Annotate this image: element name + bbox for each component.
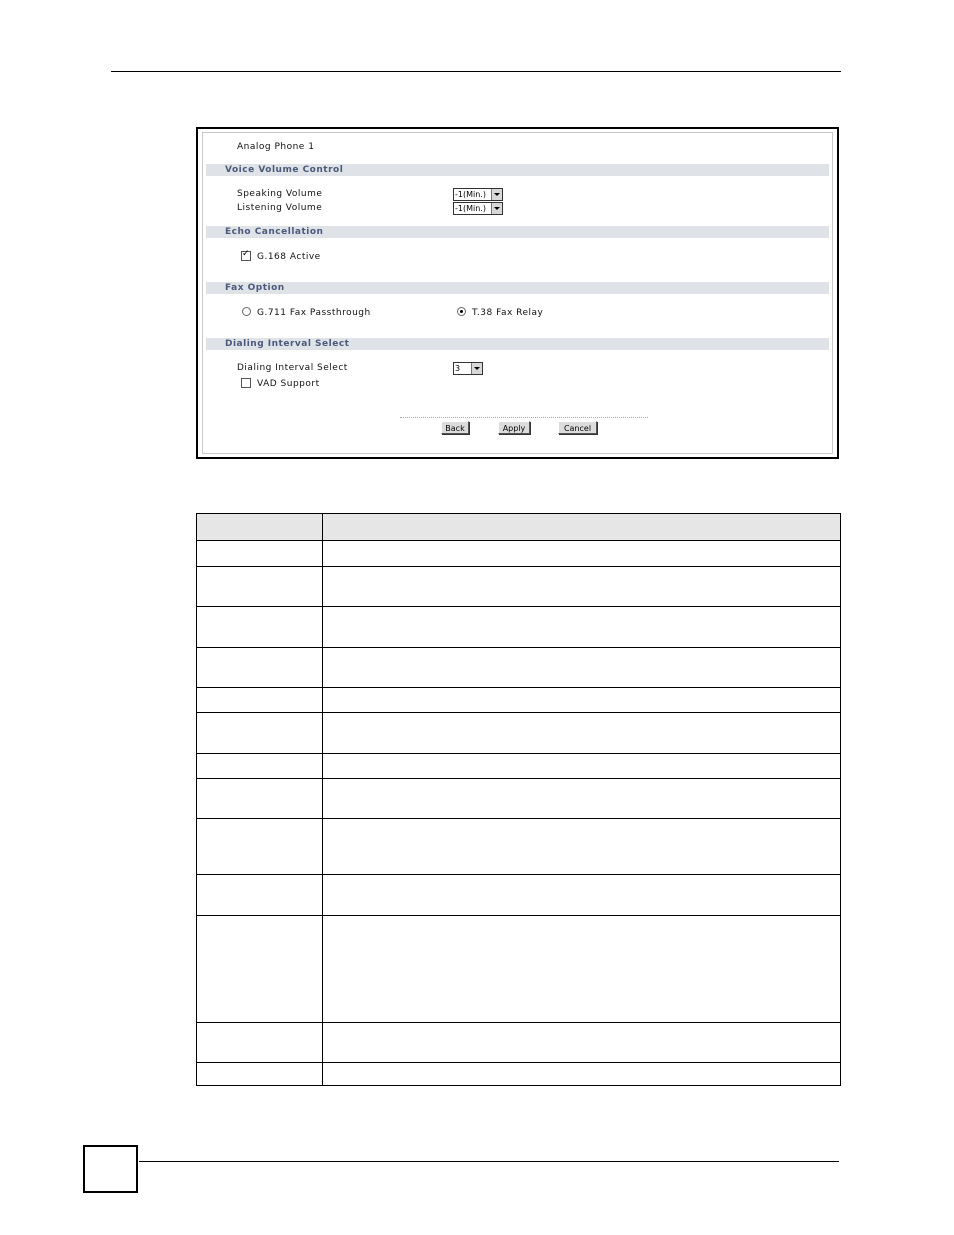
description-table xyxy=(196,513,841,1086)
section-echo-cancellation-label: Echo Cancellation xyxy=(225,227,324,237)
footer-rule xyxy=(139,1161,839,1162)
table-row xyxy=(197,818,840,819)
section-fax-option xyxy=(206,282,829,294)
back-button[interactable]: Back xyxy=(441,421,469,434)
section-dialing-interval xyxy=(206,338,829,350)
table-row xyxy=(197,712,840,713)
divider xyxy=(400,417,648,418)
cancel-button[interactable]: Cancel xyxy=(558,421,597,434)
g168-checkbox[interactable] xyxy=(241,251,251,261)
config-panel xyxy=(202,132,833,454)
dialing-interval-select[interactable] xyxy=(453,362,483,375)
speaking-volume-value: -1(Min.) xyxy=(455,190,486,199)
page-number-box xyxy=(83,1145,138,1193)
fax-t38-radio[interactable] xyxy=(457,307,466,316)
section-dialing-interval-label: Dialing Interval Select xyxy=(225,339,350,349)
table-row xyxy=(197,1022,840,1023)
dialing-interval-label: Dialing Interval Select xyxy=(237,363,348,373)
section-voice-volume xyxy=(206,164,829,176)
listening-volume-select[interactable] xyxy=(453,202,503,215)
speaking-volume-label: Speaking Volume xyxy=(237,189,323,199)
table-row xyxy=(197,915,840,916)
section-fax-option-label: Fax Option xyxy=(225,283,285,293)
table-row xyxy=(197,566,840,567)
chevron-down-icon[interactable] xyxy=(491,189,502,200)
table-row xyxy=(197,778,840,779)
table-row xyxy=(197,874,840,875)
header-rule xyxy=(111,71,841,72)
vad-label: VAD Support xyxy=(257,379,320,389)
table-row xyxy=(197,753,840,754)
chevron-down-icon[interactable] xyxy=(491,203,502,214)
fax-g711-label: G.711 Fax Passthrough xyxy=(257,308,371,318)
section-echo-cancellation xyxy=(206,226,829,238)
screenshot-frame xyxy=(196,127,839,459)
section-voice-volume-label: Voice Volume Control xyxy=(225,165,344,175)
table-row xyxy=(197,606,840,607)
column-divider xyxy=(322,514,323,1085)
speaking-volume-select[interactable] xyxy=(453,188,503,201)
table-row xyxy=(197,687,840,688)
port-title: Analog Phone 1 xyxy=(237,142,315,152)
apply-button[interactable]: Apply xyxy=(498,421,530,434)
dialing-interval-value: 3 xyxy=(455,364,461,373)
fax-t38-label: T.38 Fax Relay xyxy=(472,308,544,318)
table-row xyxy=(197,647,840,648)
g168-label: G.168 Active xyxy=(257,252,321,262)
listening-volume-label: Listening Volume xyxy=(237,203,323,213)
fax-g711-radio[interactable] xyxy=(242,307,251,316)
listening-volume-value: -1(Min.) xyxy=(455,204,486,213)
chevron-down-icon[interactable] xyxy=(471,363,482,374)
table-row xyxy=(197,1062,840,1063)
table-header xyxy=(197,514,840,541)
vad-checkbox[interactable] xyxy=(241,378,251,388)
